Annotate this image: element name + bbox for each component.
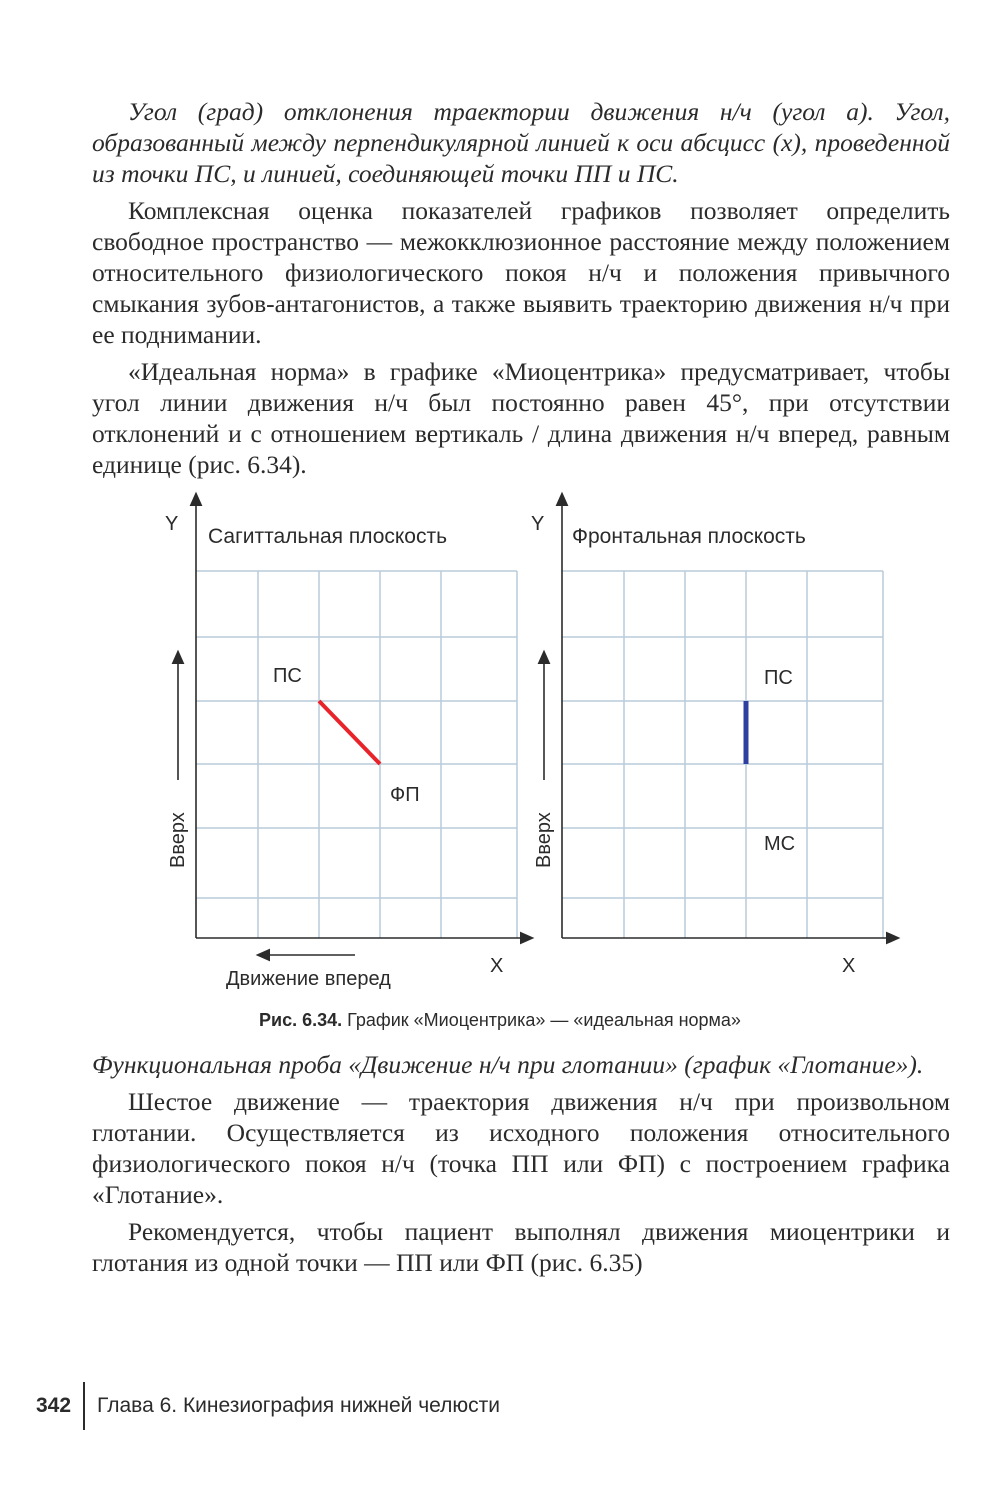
- figure-caption: [0, 1010, 1000, 1031]
- paragraph-sixth-movement: Шестое движение — траектория движения н/ч при произвольном глотании. Осуществляется из исходного положения относительного физиологического покоя н/ч (точка ПП или ФП) с построением графика «Глотание».: [92, 1087, 950, 1209]
- paragraph-complex-assessment: Комплексная оценка показателей графиков позволяет определить свободное пространство — межокклюзионное расстояние между положением относительного физиологического покоя н/ч и положения привычного смыкания зубов-антагонистов, а также выявить траекторию движения н/ч при ее поднимании.: [92, 196, 950, 349]
- point-label-ps-right: ПС: [764, 667, 793, 689]
- footer-divider: [83, 1382, 85, 1430]
- bottom-text: [92, 1049, 950, 1278]
- caption-text: График «Миоцентрика» — «идеальная норма»: [342, 1010, 741, 1030]
- right-x-label: X: [842, 955, 856, 977]
- right-axes: [544, 498, 894, 938]
- paragraph-swallowing-test: Функциональная проба «Движение н/ч при глотании» (график «Глотание»).: [92, 1050, 924, 1079]
- forward-label: Движение вперед: [226, 968, 391, 990]
- point-label-fp: ФП: [390, 784, 420, 806]
- right-grid: [562, 571, 883, 938]
- paragraph-recommendation: Рекомендуется, чтобы пациент выполнял движения миоцентрики и глотания из одной точки — ПП или ФП (рис. 6.35): [92, 1217, 950, 1277]
- left-x-label: X: [490, 955, 504, 977]
- paragraph-angle-definition: Угол (град) отклонения траектории движения н/ч (угол а). Угол, образованный между перпендикулярной линией к оси абсцисс (x), проведенной из точки ПС, и линией, соединяющей точки ПП и ПС.: [92, 97, 950, 188]
- right-up-label: Вверх: [533, 812, 555, 868]
- left-panel-title: Сагиттальная плоскость: [208, 525, 448, 548]
- right-y-label: Y: [531, 513, 545, 535]
- paragraph-ideal-norm: «Идеальная норма» в графике «Миоцентрика» предусматривает, чтобы угол линии движения н/ч был постоянно равен 45°, при отсутствии отклонений и с отношением вертикаль / длина движения н/ч вперед, равным единице (рис. 6.34).: [92, 357, 950, 479]
- left-y-label: Y: [165, 513, 179, 535]
- top-text: [92, 96, 950, 480]
- point-label-ps-left: ПС: [273, 665, 302, 687]
- page-number: 342: [36, 1394, 72, 1417]
- right-panel-title: Фронтальная плоскость: [572, 525, 806, 548]
- caption-label: Рис. 6.34.: [259, 1010, 343, 1030]
- left-up-label: Вверх: [167, 812, 189, 868]
- sagittal-trajectory-line: [319, 701, 380, 764]
- left-grid: [196, 571, 517, 938]
- page-footer: [36, 1382, 500, 1430]
- chapter-title: Глава 6. Кинезиография нижней челюсти: [97, 1394, 500, 1417]
- point-label-ms: МС: [764, 833, 796, 855]
- left-axes: [178, 498, 528, 955]
- figure-6-34: [0, 480, 1000, 1040]
